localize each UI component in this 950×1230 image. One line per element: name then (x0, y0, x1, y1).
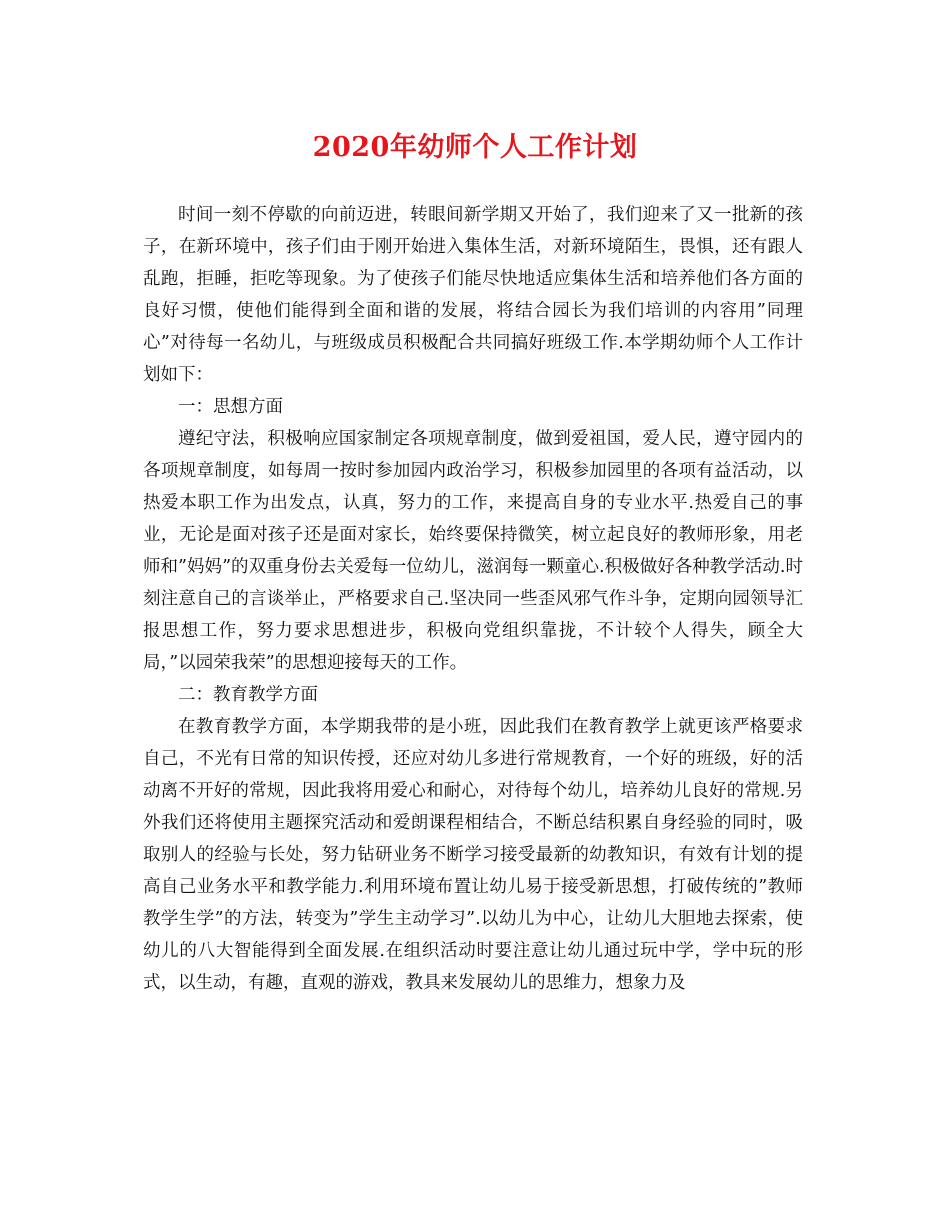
section-heading-teaching: 二：教育教学方面 (178, 685, 318, 705)
section-paragraph-thought: 遵纪守法，积极响应国家制定各项规章制度，做到爱祖国，爱人民，遵守园内的各项规章制度，如每周一按时参加园内政治学习，积极参加园里的各项有益活动，以热爱本职工作为出发点，认真，努力的工作，来提高自身的专业水平.热爱自己的事业，无论是面对孩子还是面对家长，始终要保持微笑，树立起良好的教师形象，用老师和”妈妈”的双重身份去关爱每一位幼儿，滋润每一颗童心.积极做好各种教学活动.时刻注意自己的言谈举止，严格要求自己.坚决同一些歪风邪气作斗争，定期向园领导汇报思想工作，努力要求思想进步，积极向党组织靠拢，不计较个人得失，顾全大局，”以园荣我荣”的思想迎接每天的工作。 (143, 429, 803, 673)
document-title: 2020年幼师个人工作计划 (312, 132, 638, 163)
section-heading-thought: 一：思想方面 (178, 397, 283, 417)
section-paragraph-teaching: 在教育教学方面，本学期我带的是小班，因此我们在教育教学上就更该严格要求自己，不光有日常的知识传授，还应对幼儿多进行常规教育，一个好的班级，好的活动离不开好的常规，因此我将用爱心和耐心，对待每个幼儿，培养幼儿良好的常规.另外我们还将使用主题探究活动和爱朗课程相结合，不断总结积累自身经验的同时，吸取别人的经验与长处，努力钻研业务不断学习接受最新的幼教知识，有效有计划的提高自己业务水平和教学能力.利用环境布置让幼儿易于接受新思想，打破传统的”教师教学生学”的方法，转变为”学生主动学习”.以幼儿为中心，让幼儿大胆地去探索，使幼儿的八大智能得到全面发展.在组织活动时要注意让幼儿通过玩中学，学中玩的形式，以生动，有趣，直观的游戏，教具来发展幼儿的思维力，想象力及 (143, 717, 803, 993)
intro-paragraph: 时间一刻不停歇的向前迈进，转眼间新学期又开始了，我们迎来了又一批新的孩子，在新环境中，孩子们由于刚开始进入集体生活，对新环境陌生，畏惧，还有跟人乱跑，拒睡，拒吃等现象。为了使孩子们能尽快地适应集体生活和培养他们各方面的良好习惯，使他们能得到全面和谐的发展，将结合园长为我们培训的内容用”同理心”对待每一名幼儿，与班级成员积极配合共同搞好班级工作.本学期幼师个人工作计划如下： (143, 205, 803, 385)
document-body (143, 199, 803, 999)
